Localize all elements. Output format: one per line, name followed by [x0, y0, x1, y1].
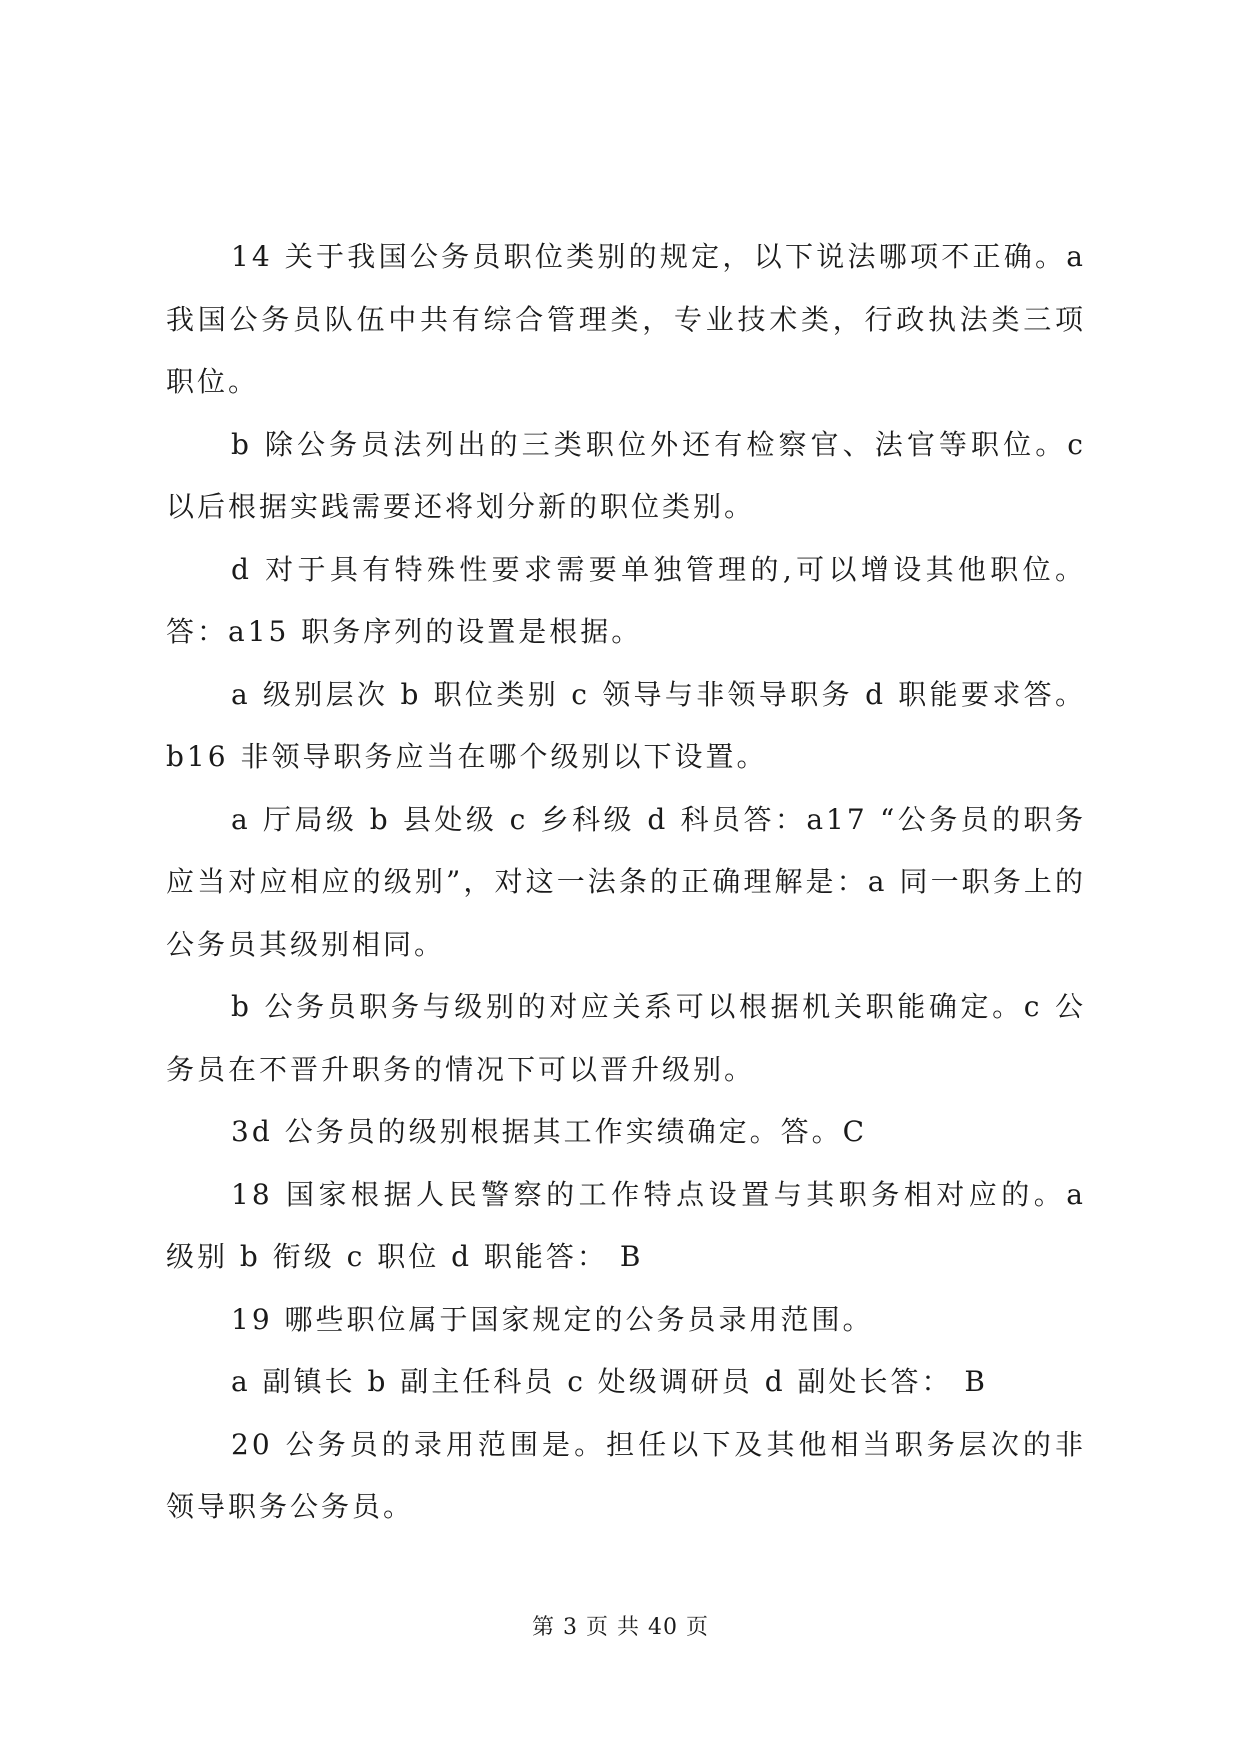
paragraph-11: 20 公务员的录用范围是。担任以下及其他相当职务层次的非领导职务公务员。: [166, 1427, 1086, 1523]
paragraph-1: 14 关于我国公务员职位类别的规定，以下说法哪项不正确。a 我国公务员队伍中共有综合管理类，专业技术类，行政执法类三项职位。: [166, 240, 1086, 398]
paragraph-10: a 副镇长 b 副主任科员 c 处级调研员 d 副处长答： B: [231, 1365, 989, 1398]
paragraph-2: b 除公务员法列出的三类职位外还有检察官、法官等职位。c 以后根据实践需要还将划分新的职位类别。: [166, 427, 1086, 523]
paragraph-4: a 级别层次 b 职位类别 c 领导与非领导职务 d 职能要求答。b16 非领导职务应当在哪个级别以下设置。: [166, 677, 1086, 773]
paragraph-7: 3d 公务员的级别根据其工作实绩确定。答。C: [231, 1115, 868, 1148]
paragraph-6: b 公务员职务与级别的对应关系可以根据机关职能确定。c 公务员在不晋升职务的情况下可以晋升级别。: [166, 990, 1086, 1086]
paragraph-9: 19 哪些职位属于国家规定的公务员录用范围。: [231, 1302, 874, 1336]
page-number: 第 3 页 共 40 页: [532, 1615, 709, 1640]
paragraph-5: a 厅局级 b 县处级 c 乡科级 d 科员答：a17 “公务员的职务应当对应相应的级别”，对这一法条的正确理解是：a 同一职务上的公务员其级别相同。: [166, 802, 1086, 961]
paragraph-3: d 对于具有特殊性要求需要单独管理的,可以增设其他职位。答：a15 职务序列的设置是根据。: [166, 552, 1086, 648]
document-body: [166, 226, 1086, 1539]
page-footer: [0, 1610, 1241, 1641]
paragraph-8: 18 国家根据人民警察的工作特点设置与其职务相对应的。a 级别 b 衔级 c 职位 d 职能答： B: [166, 1177, 1086, 1273]
